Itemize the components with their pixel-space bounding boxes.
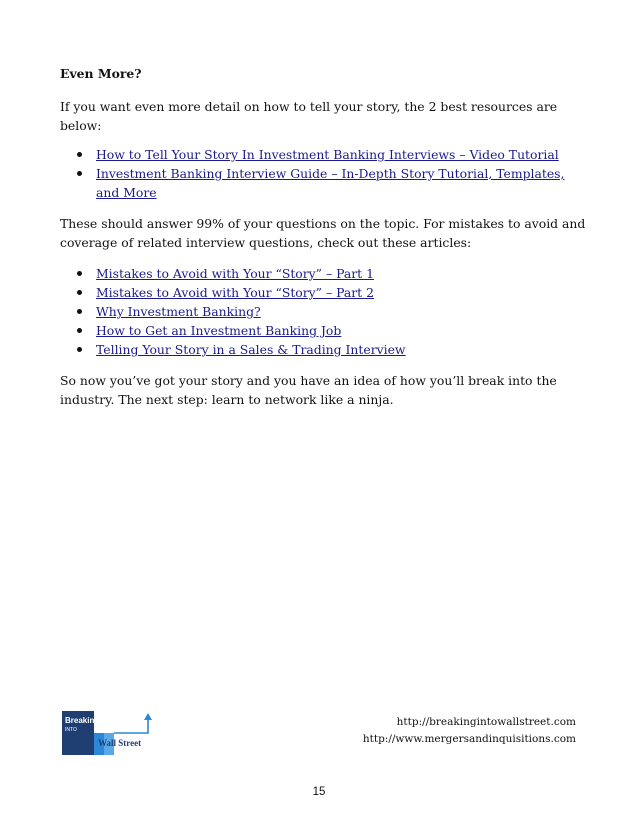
footer-url-biws[interactable]: http://breakingintowallstreet.com [396, 716, 576, 728]
list-item [96, 340, 590, 359]
resources-list [60, 145, 590, 202]
list-item [96, 283, 590, 302]
link-why-investment-banking[interactable]: Why Investment Banking? [96, 304, 261, 319]
list-item [96, 145, 590, 164]
document-body [60, 64, 590, 419]
closing-paragraph: So now you’ve got your story and you have an idea of how you’ll break into the industry. The next step: learn to network like a ninja. [60, 373, 557, 407]
link-sales-trading-story[interactable]: Telling Your Story in a Sales & Trading Interview [96, 342, 406, 357]
section-heading: Even More? [60, 66, 142, 81]
middle-paragraph: These should answer 99% of your questions on the topic. For mistakes to avoid and coverage of related interview questions, check out these articles: [60, 216, 586, 250]
breaking-into-wall-street-logo [62, 711, 159, 755]
link-video-tutorial[interactable]: How to Tell Your Story In Investment Banking Interviews – Video Tutorial [96, 147, 559, 162]
logo-word-wall-street: Wall Street [98, 738, 142, 748]
page-number: 15 [312, 786, 326, 798]
logo-word-breaking: Breaking [65, 716, 100, 725]
link-mistakes-part-1[interactable]: Mistakes to Avoid with Your “Story” – Part 1 [96, 266, 374, 281]
link-mistakes-part-2[interactable]: Mistakes to Avoid with Your “Story” – Part 2 [96, 285, 374, 300]
list-item [96, 321, 590, 340]
logo-arrow-head-icon [144, 713, 152, 720]
logo-word-into: INTO [65, 727, 77, 733]
list-item [96, 164, 590, 202]
logo-arrow-line [114, 718, 148, 733]
list-item [96, 264, 590, 283]
footer-urls [363, 714, 576, 748]
intro-paragraph: If you want even more detail on how to tell your story, the 2 best resources are below: [60, 99, 558, 133]
footer-url-mandi[interactable]: http://www.mergersandinquisitions.com [362, 733, 576, 745]
articles-list [60, 264, 590, 359]
link-get-ib-job[interactable]: How to Get an Investment Banking Job [96, 323, 342, 338]
link-interview-guide[interactable]: Investment Banking Interview Guide – In-Depth Story Tutorial, Templates, and More [96, 166, 565, 200]
list-item [96, 302, 590, 321]
